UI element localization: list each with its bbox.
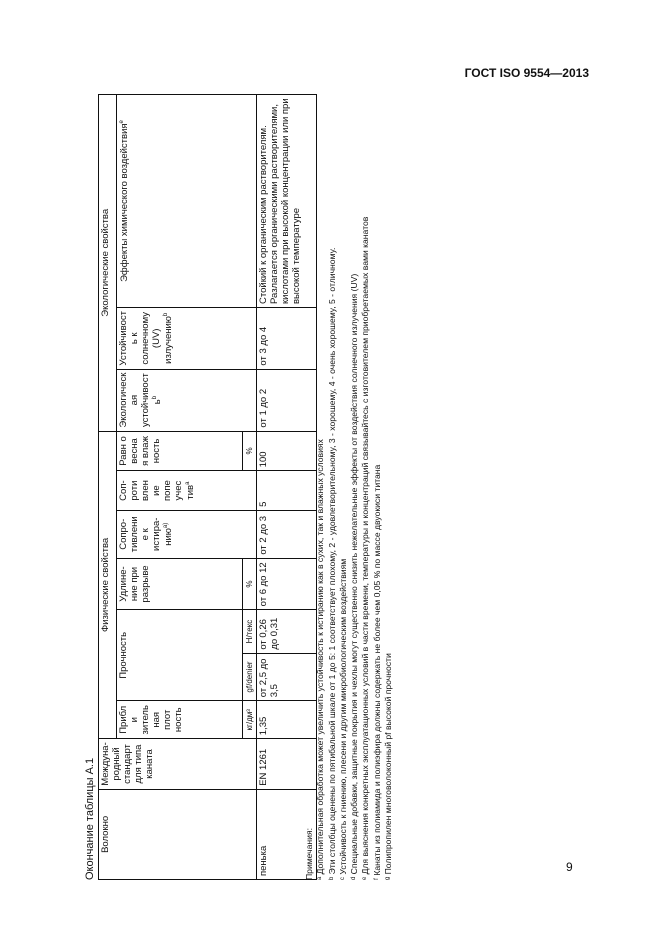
unit-moisture: %: [243, 431, 257, 471]
header-ecological-group: Экологические свойства: [99, 95, 117, 432]
header-moisture: Равн о весна я влаж ность: [117, 431, 243, 471]
header-eco: Экологическ ая устойчивост $ь^b$: [117, 369, 257, 431]
cell-standard: EN 1261: [257, 739, 317, 790]
note-item: ᶜ Устойчивость к гниению, плесени и другим микробиологическим воздействиям: [337, 558, 348, 880]
cell-elongation: от 6 до 12: [257, 558, 317, 610]
cell-abrasion: от 2 до 3: [257, 510, 317, 558]
document-standard-header: ГОСТ ISO 9554—2013: [464, 66, 589, 80]
cell-density: 1,35: [257, 701, 317, 739]
header-uv: Устойчивост ь к солнечному (UV) излучению$^b$: [117, 308, 257, 370]
cell-fiber: пенька: [257, 789, 317, 879]
note-item: ᵃ Дополнительная обработка может увеличить устойчивость к истиранию как в сухих, так и влажных условиях: [315, 439, 326, 880]
unit-strength-n: Н/текс: [243, 610, 257, 653]
note-item: ᶠ Канаты из полиамида и полиэфира должны содержать не более чем 0,05 % по массе двуокиси титана: [371, 464, 382, 880]
header-elongation: Удлине-ние при разрыве: [117, 558, 243, 610]
header-density: Прибл и зитель ная плот ность: [117, 701, 243, 739]
header-abrasion: Сопро-тивлени е к истира-нию$^{a)}$: [117, 510, 257, 558]
cell-eco: от 1 до 2: [257, 369, 317, 431]
header-physical-group: Физические свойства: [99, 431, 117, 739]
rotated-table-block: [84, 80, 404, 880]
table-caption: Окончание таблицы А.1: [84, 757, 96, 880]
properties-table: [98, 94, 317, 880]
cell-strength-n: от 0,26 до 0,31: [257, 610, 317, 653]
cell-cycles: 5: [257, 471, 317, 511]
header-strength: Прочность: [117, 610, 243, 701]
notes-block: [304, 94, 394, 880]
page-number: 9: [566, 860, 573, 874]
cell-strength-gf: от 2,5 до 3,5: [257, 653, 317, 701]
header-fiber: Волокно: [99, 789, 257, 879]
header-standard: Междуна-родный стандарт для типа каната: [99, 739, 257, 790]
unit-density: кг/дм³: [243, 701, 257, 739]
notes-title: Примечания:: [304, 827, 314, 880]
cell-chemical: Стойкий к органическим растворителям. Разлагается органическими растворителями, кислотами при высокой концентрации или при высокой температуре: [257, 95, 317, 308]
header-chemical: Эффекты химического воздействия$^e$: [117, 95, 257, 308]
header-cycles: Соп-роти влен ие попе учес тив$^a$: [117, 471, 257, 511]
note-item: ᵉ Для выяснения конкретных эксплуатационных условий в части времени, температуры и концентраций связывайтесь с изготовителем приобретаемых вами канатов: [360, 216, 371, 880]
note-item: ᵍ Полипропилен многоволоконный pf высокой прочности: [383, 653, 394, 880]
unit-elongation: %: [243, 558, 257, 610]
cell-moisture: 100: [257, 431, 317, 471]
cell-uv: от 3 до 4: [257, 308, 317, 370]
note-item: ᵇ Эти столбцы оценены по пятибальной шкале от 1 до 5: 1 соответствует плохому, 2 - удовлетворительному, 3 - хорошему, 4 - очень хорошему, 5 - отличному.: [326, 247, 337, 880]
note-item: ᵈ Специальные добавки, защитные покрытия и чехлы могут существенно снизить нежелательные эффекты от воздействия солнечного излучения (UV): [349, 273, 360, 880]
unit-strength-gf: gf/denier: [243, 653, 257, 701]
